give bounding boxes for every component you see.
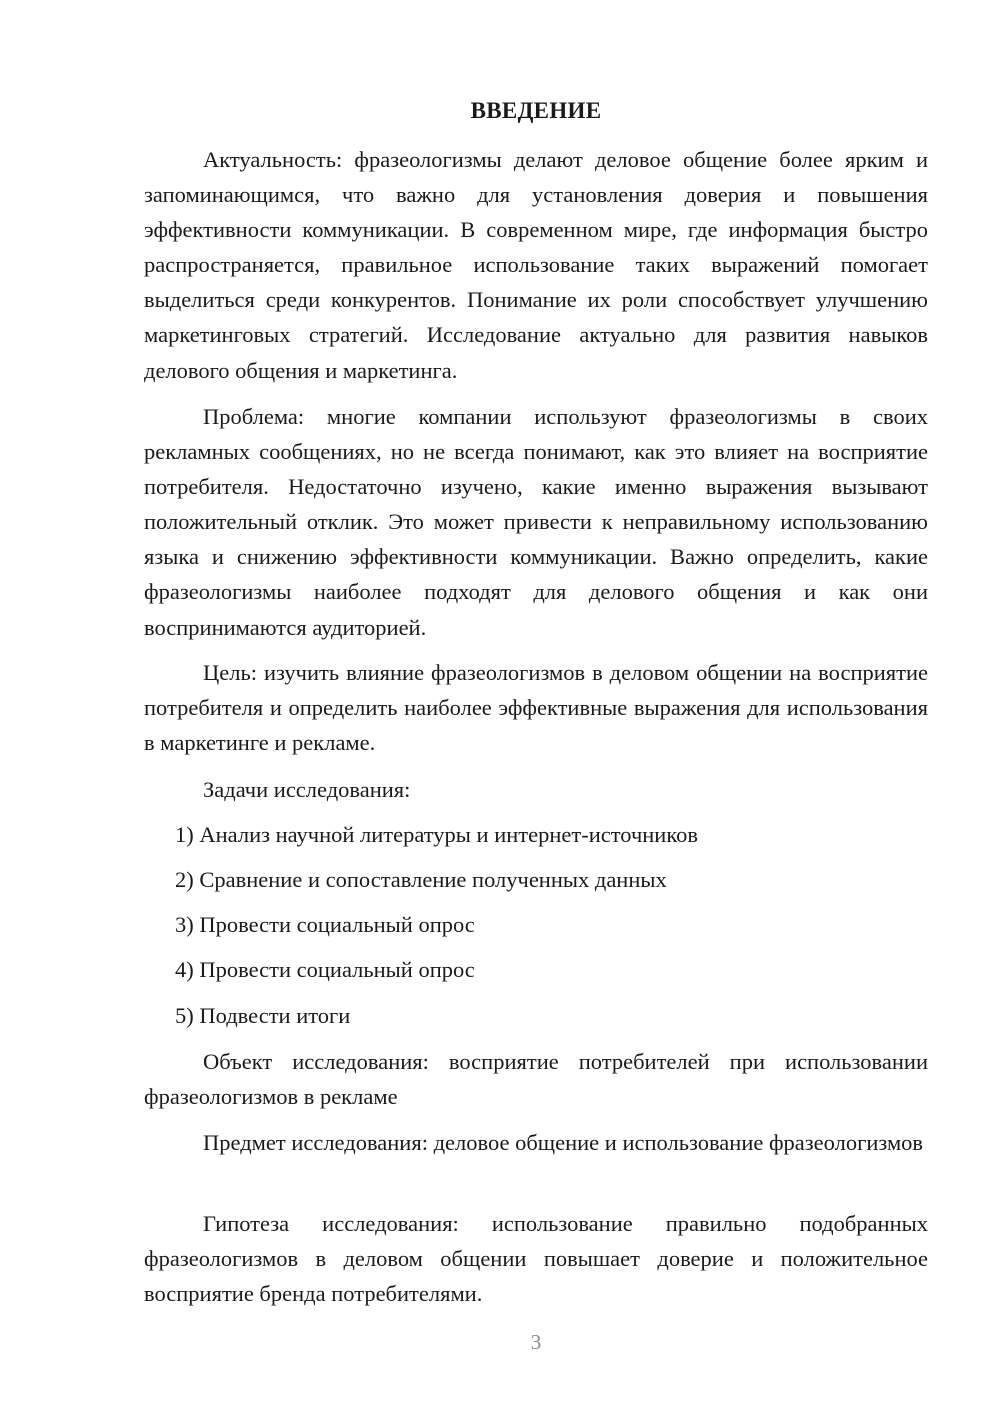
- object-paragraph: Объект исследования: восприятие потребителей при использовании фразеологизмов в рекламе: [144, 1049, 928, 1110]
- document-page: [144, 0, 928, 1414]
- list-item: 5) Подвести итоги: [175, 1003, 351, 1028]
- hypothesis-paragraph: Гипотеза исследования: использование правильно подобранных фразеологизмов в деловом общении повышает доверие и положительное восприятие бренда потребителями.: [144, 1211, 928, 1307]
- page-number: 3: [530, 1330, 542, 1354]
- list-item: 4) Провести социальный опрос: [175, 957, 475, 982]
- goal-paragraph: Цель: изучить влияние фразеологизмов в деловом общении на восприятие потребителя и определить наиболее эффективные выражения для использования в маркетинге и рекламе.: [144, 660, 928, 756]
- page-title: ВВЕДЕНИЕ: [470, 98, 602, 123]
- list-item: 1) Анализ научной литературы и интернет-источников: [175, 822, 699, 847]
- relevance-paragraph: Актуальность: фразеологизмы делают деловое общение более ярким и запоминающимся, что важно для установления доверия и повышения эффективности коммуникации. В современном мире, где информация быстро распространяется, правильное использование таких выражений помогает выделиться среди конкурентов. Понимание их роли способствует улучшению маркетинговых стратегий. Исследование актуально для развития навыков делового общения и маркетинга.: [144, 147, 928, 383]
- list-item: 2) Сравнение и сопоставление полученных данных: [175, 867, 667, 892]
- list-item: 3) Провести социальный опрос: [175, 912, 475, 937]
- tasks-intro: Задачи исследования:: [203, 777, 411, 802]
- problem-paragraph: Проблема: многие компании используют фразеологизмы в своих рекламных сообщениях, но не всегда понимают, как это влияет на восприятие потребителя. Недостаточно изучено, какие именно выражения вызывают положительный отклик. Это может привести к неправильному использованию языка и снижению эффективности коммуникации. Важно определить, какие фразеологизмы наиболее подходят для делового общения и как они воспринимаются аудиторией.: [144, 404, 928, 640]
- subject-paragraph: Предмет исследования: деловое общение и использование фразеологизмов: [203, 1130, 924, 1155]
